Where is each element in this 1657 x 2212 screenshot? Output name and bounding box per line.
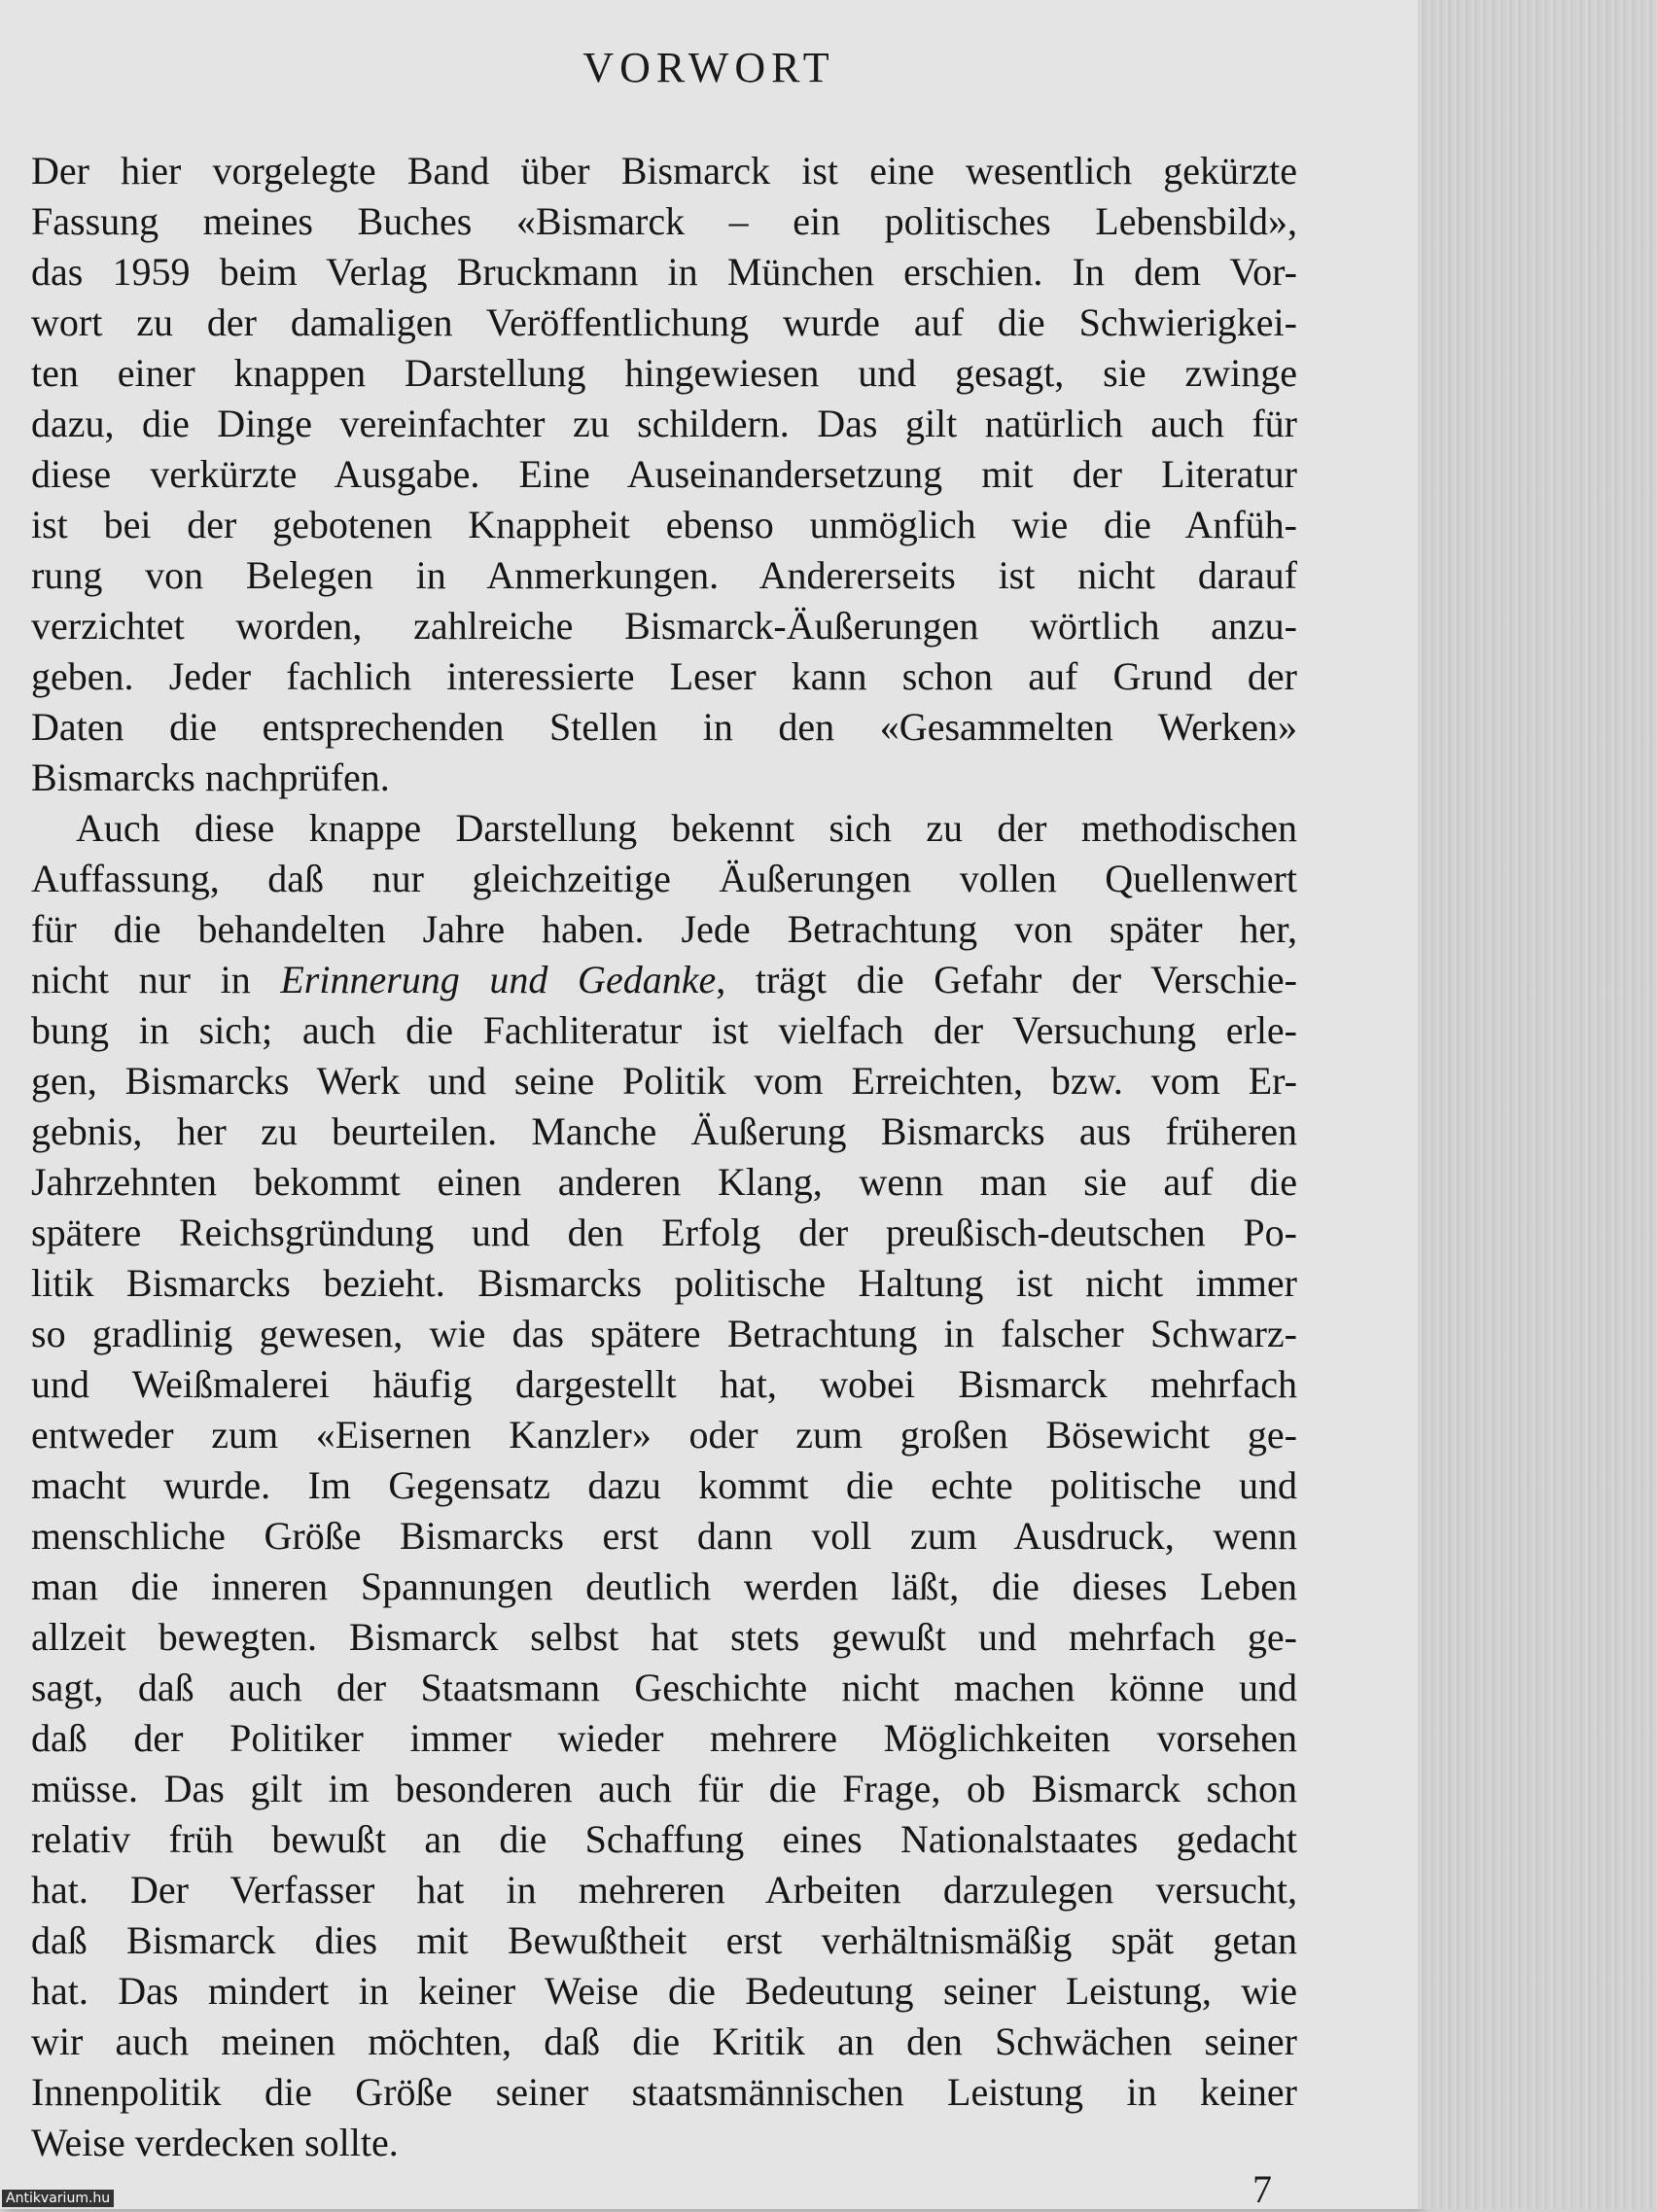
text-line: so gradlinig gewesen, wie das spätere Betrachtung in falscher Schwarz-	[31, 1312, 1297, 1355]
text-line: rung von Belegen in Anmerkungen. Andererseits ist nicht darauf	[31, 553, 1297, 597]
text-line: wort zu der damaligen Veröffentlichung wurde auf die Schwierigkei-	[31, 300, 1297, 344]
text-segment: , trägt die Gefahr der Verschie-	[716, 958, 1298, 1001]
paragraph-1	[31, 146, 1297, 803]
text-line: ist bei der gebotenen Knappheit ebenso unmöglich wie die Anfüh-	[31, 503, 1297, 546]
text-line: bung in sich; auch die Fachliteratur ist vielfach der Versuchung erle-	[31, 1008, 1297, 1052]
text-line: gebnis, her zu beurteilen. Manche Äußerung Bismarcks aus früheren	[31, 1109, 1297, 1153]
text-line: Auffassung, daß nur gleichzeitige Äußerungen vollen Quellenwert	[31, 857, 1297, 900]
page-title: VORWORT	[582, 44, 835, 91]
text-line: allzeit bewegten. Bismarck selbst hat stets gewußt und mehrfach ge-	[31, 1615, 1297, 1659]
text-line: hat. Das mindert in keiner Weise die Bedeutung seiner Leistung, wie	[31, 1969, 1297, 2013]
text-line: für die behandelten Jahre haben. Jede Betrachtung von später her,	[31, 907, 1297, 951]
text-line: Bismarcks nachprüfen.	[31, 755, 390, 799]
text-line: Der hier vorgelegte Band über Bismarck ist eine wesentlich gekürzte	[31, 149, 1297, 193]
page-number: 7	[1252, 2167, 1272, 2211]
page-body	[31, 146, 1297, 2168]
text-line: Weise verdecken sollte.	[31, 2121, 399, 2164]
text-line: Innenpolitik die Größe seiner staatsmännischen Leistung in keiner	[31, 2070, 1297, 2114]
facing-page-edge	[1418, 0, 1657, 2209]
text-line: macht wurde. Im Gegensatz dazu kommt die echte politische und	[31, 1463, 1297, 1507]
text-line: Daten die entsprechenden Stellen in den «Gesammelten Werken»	[31, 705, 1297, 749]
text-line: Fassung meines Buches «Bismarck – ein politisches Lebensbild»,	[31, 199, 1297, 243]
text-line: Auch diese knappe Darstellung bekennt sich zu der methodischen	[76, 806, 1297, 850]
text-line: relativ früh bewußt an die Schaffung eines Nationalstaates gedacht	[31, 1817, 1297, 1861]
text-line: verzichtet worden, zahlreiche Bismarck-Äußerungen wörtlich anzu-	[31, 604, 1297, 648]
text-line: daß Bismarck dies mit Bewußtheit erst verhältnismäßig spät getan	[31, 1918, 1297, 1962]
text-segment: nicht nur in	[31, 958, 281, 1001]
text-line	[31, 955, 1297, 1005]
text-line: spätere Reichsgründung und den Erfolg der preußisch-deutschen Po-	[31, 1211, 1297, 1254]
text-line: litik Bismarcks bezieht. Bismarcks politische Haltung ist nicht immer	[31, 1261, 1297, 1305]
text-line: entweder zum «Eisernen Kanzler» oder zum großen Bösewicht ge-	[31, 1413, 1297, 1457]
text-line: sagt, daß auch der Staatsmann Geschichte nicht machen könne und	[31, 1666, 1297, 1709]
text-line: man die inneren Spannungen deutlich werden läßt, die dieses Leben	[31, 1564, 1297, 1608]
text-line: dazu, die Dinge vereinfachter zu schildern. Das gilt natürlich auch für	[31, 402, 1297, 445]
text-line: das 1959 beim Verlag Bruckmann in München erschien. In dem Vor-	[31, 250, 1297, 294]
book-title-italic: Erinnerung und Gedanke	[280, 958, 717, 1001]
text-line: und Weißmalerei häufig dargestellt hat, wobei Bismarck mehrfach	[31, 1362, 1297, 1406]
paragraph-2	[31, 803, 1297, 2168]
text-line: wir auch meinen möchten, daß die Kritik an den Schwächen seiner	[31, 2019, 1297, 2063]
text-line: geben. Jeder fachlich interessierte Leser kann schon auf Grund der	[31, 654, 1297, 698]
watermark: Antikvarium.hu	[2, 2190, 114, 2207]
text-line: müsse. Das gilt im besonderen auch für die Frage, ob Bismarck schon	[31, 1767, 1297, 1810]
text-line: diese verkürzte Ausgabe. Eine Auseinandersetzung mit der Literatur	[31, 452, 1297, 496]
text-line: menschliche Größe Bismarcks erst dann voll zum Ausdruck, wenn	[31, 1514, 1297, 1558]
text-line: hat. Der Verfasser hat in mehreren Arbeiten darzulegen versucht,	[31, 1868, 1297, 1912]
text-line: gen, Bismarcks Werk und seine Politik vom Erreichten, bzw. vom Er-	[31, 1059, 1297, 1103]
text-line: daß der Politiker immer wieder mehrere Möglichkeiten vorsehen	[31, 1716, 1297, 1760]
text-line: Jahrzehnten bekommt einen anderen Klang, wenn man sie auf die	[31, 1160, 1297, 1204]
text-line: ten einer knappen Darstellung hingewiesen und gesagt, sie zwinge	[31, 351, 1297, 395]
